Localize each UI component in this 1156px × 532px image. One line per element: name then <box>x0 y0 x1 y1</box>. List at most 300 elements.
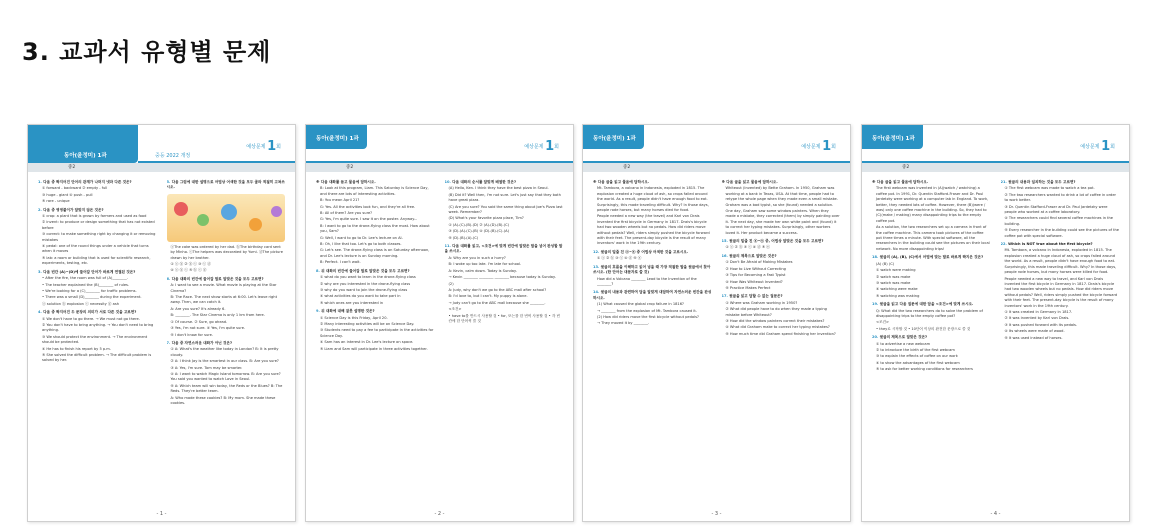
question-option <box>316 260 435 265</box>
question-option <box>1001 193 1120 204</box>
question-text: ※ 다음 글을 읽고 물음에 답하시오. <box>593 180 650 184</box>
question-option <box>445 193 564 204</box>
question-prompt <box>445 244 564 255</box>
question-text: ⑤ How much time did Graham spend finishing her invention? <box>725 331 836 336</box>
question-text: ④ The researchers could find several coffee machines in the building. <box>1004 216 1114 226</box>
question-option <box>167 396 286 407</box>
question-text: ② You don't have to bring anything. → You don't need to bring anything. <box>42 322 154 333</box>
question-text: (1) What caused the global crop failure in 1816? <box>597 302 684 307</box>
question-text: ③ watch was make <box>876 280 911 285</box>
question-prompt <box>1001 242 1120 247</box>
question-text: ③ Dr. Quentin Stafford-Fraser and Dr. Paul Jardetzky were people who worked at a coffee laboratory. <box>1004 204 1108 215</box>
question-text: ③ Tips for Becoming a Fast Typist <box>725 273 786 278</box>
header-divider <box>306 161 573 163</box>
question-option <box>593 321 712 326</box>
question-text: ② why are you interested in the drone-flying class <box>320 281 411 286</box>
question-option <box>38 289 157 294</box>
question-option <box>593 309 712 314</box>
question-text: ⑤ which ones are you interested in <box>320 300 384 305</box>
question-text: G: Yes. All the activities look fun, and they're all free. <box>320 204 416 209</box>
question-number: 14. <box>593 290 600 295</box>
question-option <box>38 220 157 231</box>
question-option <box>316 242 435 247</box>
question-text: 다음 중 짝지어진 두 문장의 의미가 서로 다른 것을 고르면? <box>43 310 137 315</box>
question-option <box>38 214 157 219</box>
question-text: ④ Its wheels were made of wood. <box>1004 329 1065 334</box>
question-prompt <box>38 310 157 315</box>
question-option <box>316 301 435 306</box>
question-text: (2) <box>448 281 454 286</box>
unit-tab: 동아(윤정미) 1과 <box>28 125 138 163</box>
question-prompt <box>38 270 157 275</box>
question-text: ② A: I think Jay is the smartest in our class. B: Are you sure? <box>170 359 279 364</box>
question-text: ① Don't Be Afraid of Making Mistakes <box>725 260 793 265</box>
question-option <box>316 347 435 352</box>
question-prompt <box>593 265 712 276</box>
right-column <box>722 177 841 505</box>
question-number: 18. <box>872 255 879 260</box>
question-number: 19. <box>872 302 879 307</box>
right-column <box>167 177 286 505</box>
question-number: 17. <box>721 294 728 299</box>
question-text: ③ A: Yes, I'm sure. Tom may be smarter. <box>170 365 243 370</box>
question-text: 다음 중 짝지어진 단어의 관계가 나머지 넷과 다른 것은? <box>43 180 132 184</box>
question-text: ⑤ to ask for better working conditions for researchers <box>876 367 973 372</box>
question-text: ⑤ I don't know for sure. <box>170 332 213 337</box>
question-text: ① It was created in Germany in 1817. <box>1004 309 1073 314</box>
question-text: People needed a new way (the travel) and Karl von Drais invented the first bicycle in Germany in 1817. Drais's bicycle had two wooden wheels but no pedals. How did riders move without pedals? Well, riders simply pushed the bicycle forward with their feet. The present-day bicycle is the result of many inventors' work in the 19th century. <box>597 214 710 246</box>
question-text: ※ 다음 대화를 듣고 물음에 답하시오. <box>316 180 376 184</box>
question-text: As a solution, the two researchers set up a camera in front of the coffee machine. This camera took pictures of the coffee pot three times a minute. With special software, all the researchers in the building could see the pictures on their local network. No more disappointing trips! <box>876 225 990 251</box>
question-option <box>316 217 435 222</box>
grade-bar: 중2 <box>306 163 573 172</box>
question-option <box>872 275 991 280</box>
question-text: 다음 빈칸 (A)~(D)에 들어갈 단어가 바르게 연결된 것은? <box>43 269 136 274</box>
question-text: B: All of them? Are you sure? <box>320 211 373 216</box>
question-option <box>445 205 564 216</box>
question-text: ⑤ Liam and Sam will participate in three activities together. <box>320 346 428 351</box>
question-text: ① forward - backward ② empty - full <box>42 186 108 191</box>
question-prompt <box>593 180 712 185</box>
question-prompt <box>593 290 712 301</box>
question-prompt <box>872 255 991 260</box>
question-option <box>872 287 991 292</box>
question-option <box>722 307 841 318</box>
grade-bar: 중2 <box>862 163 1129 172</box>
session-label: 예상문제 1회 <box>1080 139 1115 154</box>
question-option <box>872 268 991 273</box>
question-text: ② invent: to produce or design something that has not existed before <box>42 220 155 230</box>
question-option <box>38 323 157 334</box>
page-header <box>862 125 1129 163</box>
question-option <box>316 186 435 197</box>
question-prompt <box>593 250 712 255</box>
question-option <box>445 294 564 299</box>
question-option <box>38 295 157 300</box>
question-option <box>445 262 564 267</box>
question-columns <box>38 177 285 505</box>
question-option <box>316 224 435 235</box>
question-columns <box>872 177 1119 505</box>
question-text: ② The two researchers wanted to drink a lot of coffee in order to work better. <box>1004 192 1117 203</box>
question-text: ※ 다음 글을 읽고 물음에 답하시오. <box>721 180 778 184</box>
edition-label: 중등 2022 개정 <box>155 153 191 159</box>
question-option <box>872 281 991 286</box>
question-number: 1. <box>38 180 42 184</box>
question-number: 7. <box>166 340 171 345</box>
question-text: 윗글의 밑줄 친 ⓐ~ⓔ 중 어법상 어색한 것을 고르시오. <box>600 249 689 254</box>
question-option <box>38 186 157 191</box>
page-number: - 4 - <box>990 511 1001 517</box>
question-option <box>445 307 564 312</box>
question-prompt <box>722 180 841 185</box>
question-text: (D) What's your favorite pizza place, Tim? <box>448 216 524 221</box>
question-option <box>1001 323 1120 328</box>
question-option <box>722 260 841 265</box>
question-text: ② Many interesting activities will be on Science Day. <box>320 321 415 326</box>
worksheet-page-4[interactable] <box>861 124 1130 522</box>
question-option <box>872 342 991 347</box>
question-number: 20. <box>872 335 879 340</box>
question-text: ③ We should protect the environment. → The environment should be protected. <box>42 334 148 345</box>
question-option <box>722 267 841 272</box>
unit-tab: 동아(윤정미) 1과 <box>306 125 367 149</box>
question-option <box>1001 216 1120 227</box>
question-option <box>38 317 157 322</box>
worksheet-page-3[interactable] <box>582 124 851 522</box>
question-text: How did a Volcano ________ Lead to the Invention of the ________? <box>597 276 697 286</box>
question-option <box>316 316 435 321</box>
question-option <box>722 273 841 278</box>
page-header <box>306 125 573 163</box>
question-number: 16. <box>721 253 728 258</box>
right-column <box>445 177 564 505</box>
page-title: 3. 교과서 유형별 문제 <box>22 38 272 66</box>
question-text: G: Yes, I'm quite sure. I saw it on the poster. Anyway... <box>320 217 418 222</box>
question-option <box>167 268 286 273</box>
question-text: 다음 대화의 빈칸에 들어갈 말로 알맞은 것을 모두 고르면? <box>171 276 264 281</box>
question-option <box>167 245 286 261</box>
question-text: B: I'd love to, but I can't. My puppy is alone. <box>448 294 528 299</box>
question-option <box>38 335 157 346</box>
question-option <box>38 244 157 255</box>
question-text: Mt. Tambora, a volcano in Indonesia, exploded in 1815. The explosion created a huge cloud of ash, so crops failed around the world. As a result, people didn't have enough food to eat. Surprisingly, this made traveling difficult. Why? In those days, people rode horses, but many horses were killed for food. <box>1004 248 1117 275</box>
question-text: 다음 중 영영풀이가 알맞지 않은 것은? <box>43 207 104 212</box>
left-column <box>593 177 712 505</box>
question-number: 15. <box>721 239 728 244</box>
question-option <box>445 229 564 234</box>
question-text: • We're looking for a (C)________ for traffic problems. <box>42 288 137 293</box>
question-option <box>38 232 157 243</box>
question-text: ③ to explain the effects of coffee on our work <box>876 354 958 359</box>
question-option <box>316 282 435 287</box>
question-number: 22. <box>1000 242 1007 247</box>
question-option <box>316 340 435 345</box>
question-text: → Judy can't go to the ABC mall because she ________. <box>448 300 546 305</box>
worksheet-page-2[interactable] <box>305 124 574 522</box>
question-text: B: Perfect. I can't wait. <box>320 260 361 265</box>
question-prompt <box>722 239 841 244</box>
question-option <box>316 288 435 293</box>
question-text: ⑤ It was used instead of horses. <box>1004 335 1063 340</box>
header-divider <box>138 161 295 163</box>
question-text: ① Of course. ② Sure, go ahead. <box>170 319 228 324</box>
question-text: B: Oh, I like that too. Let's go to both classes. <box>320 242 402 247</box>
question-text: 다음 대화의 순서를 알맞게 배열한 것은? <box>452 180 517 184</box>
question-text: (A) Hello, Ken. I think they have the best pizza in Seoul. <box>448 186 549 191</box>
question-text: Mt. Tambora, a volcano in Indonesia, exploded in 1815. The explosion created a huge cloud of ash, so crops failed around the world. As a result, people didn't have enough food to eat. Surprisingly, this made traveling difficult. Why? In those days, people rode horses, but many horses died for food. <box>597 186 709 213</box>
worksheet-page-1[interactable] <box>27 124 296 522</box>
question-option <box>316 322 435 327</box>
question-option <box>722 245 841 250</box>
question-option <box>316 198 435 203</box>
question-text: ⑤ watching was making <box>876 293 920 298</box>
question-option <box>167 313 286 318</box>
question-text: ③ why do you want to join the drone-flying class <box>320 287 408 292</box>
question-option <box>722 319 841 324</box>
question-option <box>167 333 286 338</box>
question-option <box>872 262 991 267</box>
question-text: ④ He has to finish his report by 5 p.m. <box>42 346 111 351</box>
question-number: 2. <box>38 207 42 212</box>
question-option <box>167 283 286 294</box>
question-text: ⓐThe cake was ordered by her dad. ⓑThe birthday card sent by Minho. ⓒThe helpers was decorated by Yumi. ⓓThe picture drawn by her brother. <box>170 244 283 260</box>
question-text: → They moved it by ________. <box>597 321 650 326</box>
question-text: ① to advertise a new webcam <box>876 341 931 346</box>
question-text: • After the fire, the room was full of (A)________. <box>42 276 128 281</box>
page-number: - 3 - <box>711 511 722 517</box>
question-text: 윗글의 내용과 관련하여 답을 알맞게 대답하여 자연스러운 빈칸을 완성하시오. <box>593 290 712 300</box>
question-option <box>1001 277 1120 309</box>
question-option <box>167 347 286 358</box>
question-prompt <box>722 294 841 299</box>
page-number: - 1 - <box>156 511 167 517</box>
question-option <box>38 302 157 307</box>
question-option <box>872 354 991 359</box>
question-option <box>872 327 991 332</box>
question-option <box>1001 310 1120 315</box>
question-text: ④ Sam has an interest in Dr. Lee's lecture on space. <box>320 340 414 345</box>
question-text: ⑤ Practice Makes Perfect <box>725 285 771 290</box>
question-prompt <box>38 208 157 213</box>
question-text: ② What did people have to do when they made a typing mistake before Whiteout? <box>725 307 827 317</box>
question-number: 10. <box>444 180 451 184</box>
question-option <box>167 262 286 267</box>
question-option <box>722 280 841 285</box>
question-option <box>1001 186 1120 191</box>
question-text: ⑤ rare - unique <box>42 199 70 204</box>
question-text: 다음 대화를 읽고, <조건>에 맞게 빈칸에 알맞은 말을 넣어 완성할 말을 쓰시오. <box>444 244 563 254</box>
question-text: ④ pedal: one of the round things under a vehicle that turns when it moves <box>42 244 149 254</box>
question-option <box>1001 316 1120 321</box>
question-option <box>316 328 435 339</box>
question-text: (A) (B) (C) <box>876 261 895 266</box>
question-prompt <box>445 180 564 185</box>
question-option <box>316 211 435 216</box>
question-text: ③ Yes, I'm not sure. ④ Yes, I'm quite sure. <box>170 326 246 331</box>
question-option <box>872 309 991 320</box>
question-option <box>316 236 435 241</box>
question-text: Whiteout (Invented) by Bette Graham. In 1950, Graham was working at a bank in Texas, USA. At that time, people had to retype the whole page when they made even a small mistake. Graham was a bad typist, so she (found) needed a solution. <box>725 186 838 207</box>
question-option <box>445 186 564 191</box>
question-text: Q: What did the two researchers do to solve the problem of disappointing trips to the empty coffee pot? <box>876 308 983 318</box>
page-header <box>28 125 295 163</box>
question-option <box>872 186 991 224</box>
question-text: (2) How did riders move the first bicycle without pedals? <box>597 314 699 319</box>
question-number: 5. <box>166 180 171 184</box>
question-number: 4. <box>38 310 42 315</box>
question-text: ① (A)-(C)-(B)-(D) ② (A)-(D)-(B)-(C) <box>448 222 509 227</box>
question-number: 8. <box>316 268 320 273</box>
question-option <box>872 361 991 366</box>
question-text: ③ huge - giant ④ push - pull <box>42 192 93 197</box>
page-number: - 2 - <box>434 511 445 517</box>
question-text: ② to introduce the birth of the first webcam <box>876 347 955 352</box>
question-text: ② watch was make <box>876 274 911 279</box>
question-option <box>722 301 841 306</box>
question-prompt <box>722 254 841 259</box>
question-text: ⑤ She solved the difficult problem. → The difficult problem is solved by her. <box>42 352 152 363</box>
question-option <box>167 326 286 331</box>
question-option <box>445 269 564 274</box>
question-text: ① what do you want to learn in the drone-flying class <box>320 275 416 280</box>
question-number: 12. <box>593 249 600 254</box>
question-option <box>722 286 841 291</box>
question-text: • The teacher explained the (B)________ of rules. <box>42 282 130 287</box>
question-option <box>445 223 564 228</box>
question-text: ④ What did Graham make to correct her typing mistakes? <box>725 325 830 330</box>
question-text: ⑤ (D)-(B)-(A)-(C) <box>448 235 479 240</box>
question-text: ⑤ Every researcher in the building could see the pictures of the coffee pot with special software. <box>1004 228 1119 238</box>
question-prompt <box>316 309 435 314</box>
question-text: (C) Are you sure? You said the same thing about Joe's Pizza last week. Remember? <box>448 204 563 215</box>
question-option <box>316 248 435 259</box>
question-prompt <box>872 335 991 340</box>
question-text: 윗글을 읽고 다음 질문에 대한 답을 <조건>에 맞게 쓰시오. <box>879 302 974 307</box>
question-option <box>167 307 286 312</box>
question-number: 11. <box>444 244 451 249</box>
question-text: (B) Did it? Well then, I'm not sure. Let's just say that they both have great pizza. <box>448 192 561 203</box>
question-text: ④ watching were make <box>876 287 918 292</box>
question-option <box>722 332 841 337</box>
session-label: 예상문제 1회 <box>246 139 281 154</box>
question-text: B: You mean April 21? <box>320 198 360 203</box>
question-option <box>167 295 286 306</box>
question-text: B: ________. The Star Cinema is only 1 km from here. <box>170 313 265 318</box>
question-text: ① We don't have to go there. → We must not go there. <box>42 316 140 321</box>
question-text: 윗글의 흐름을 이해하고 읽어 넣을 때 가장 적절한 말을 윗글에서 찾아 쓰시오. (한 단어는 대문자로 쓸 것) <box>593 264 711 275</box>
question-prompt <box>167 341 286 346</box>
question-option <box>167 366 286 371</box>
question-prompt <box>872 180 991 185</box>
question-text: ① ⓐ ② ⓑ ③ ⓒ ④ ⓓ ⑤ ⓔ <box>597 256 642 261</box>
question-text: ② It was invented by Karl von Drais. <box>1004 316 1070 321</box>
question-text: G: Well, I want to go to Dr. Lee's lecture on AI. <box>320 235 403 240</box>
session-label: 예상문제 1회 <box>524 139 559 154</box>
question-option <box>1001 205 1120 216</box>
question-option <box>593 277 712 288</box>
question-text: ⑤ lab: a room or building that is used for scientific research, experiments, testing, etc. <box>42 255 151 266</box>
question-text: <조건> <box>876 320 889 325</box>
question-text: ※ 다음 글을 읽고 물음에 답하시오. <box>872 180 929 184</box>
question-option <box>38 199 157 204</box>
question-text: The first webcam was invented in (A)(watch / watching) a coffee pot. In 1991, Dr. Quentin Stafford-Fraser and Dr. Paul Jardetzky were working at a computer lab in England. To work, better, they needed lots of coffee. However, there (B)(were / was) only one coffee machine in the building. So, they had to (C)(make / making) many disappointing trips to the empty coffee pot. <box>876 186 989 223</box>
question-text: 윗글을 읽고 답할 수 없는 질문은? <box>729 294 783 299</box>
question-option <box>1001 336 1120 341</box>
question-text: → ________ from the explosion of Mt. Tambora caused it. <box>597 308 697 313</box>
question-option <box>38 256 157 267</box>
question-text: • There was a small (D)________ during the experiment. <box>42 295 142 300</box>
question-option <box>38 193 157 198</box>
question-option <box>167 384 286 395</box>
question-text: 윗글의 (A), (B), (C)에서 어법에 맞는 말로 바르게 짝지은 것은? <box>879 255 984 260</box>
question-text: A: Kevin, calm down. Today is Sunday. <box>448 268 517 273</box>
unit-tab: 동아(윤정미) 1과 <box>862 125 923 149</box>
question-text: 윗글의 내용과 일치하는 것을 모두 고르면? <box>1008 180 1076 184</box>
question-prompt <box>316 269 435 274</box>
question-text: B: I woke up too late. I'm late for school. <box>448 262 522 267</box>
question-text: ④ ⓐ ⓑ ⓒ ⑤ ⓑ ⓒ ⓓ <box>170 268 207 273</box>
question-option <box>316 294 435 299</box>
question-option <box>167 359 286 364</box>
question-text: G: Let's see. The drone-flying class is on Saturday afternoon, and Dr. Lee's lecture is on Sunday morning. <box>320 248 430 258</box>
question-option <box>38 283 157 288</box>
question-text: • have to를 반드시 사용할 것 • for, 또는를 한 번씩 사용할 것 • 각 빈칸에 한 단어씩 쓸 것 <box>448 313 560 323</box>
question-option <box>445 301 564 306</box>
question-text: ① Science Day is this Friday, April 20. <box>320 315 388 320</box>
question-text: → Kevin ________ ________ ________ because today is Sunday. <box>448 275 556 280</box>
question-text: ④ to show the advantages of the first webcam <box>876 360 960 365</box>
question-option <box>722 209 841 236</box>
question-columns <box>316 177 563 505</box>
question-option <box>445 282 564 287</box>
question-option <box>445 314 564 325</box>
question-text: One day, Graham saw some window painters. When they made a mistake, they corrected (them) by simply painting over it. The next day, she made her own white paint and (found) it to correct her typing mistakes. Surprisingly, other workers loved it. Her product became a success. <box>725 209 840 235</box>
question-text: B: Look at this program, Liam. This Saturday is Science Day, and there are lots of interesting activities. <box>320 186 429 196</box>
question-text: ③ (D)-(A)-(C)-(B) ④ (D)-(B)-(C)-(A) <box>448 229 509 234</box>
question-text: ① watch were making <box>876 268 916 273</box>
question-text: 다음 중 자연스러운 대화가 아닌 것은? <box>171 340 233 345</box>
question-text: ④ what activities do you want to take part in <box>320 294 401 299</box>
left-column <box>38 177 157 505</box>
question-text: ① The first webcam was made to watch a tea pot. <box>1004 186 1095 191</box>
question-prompt <box>1001 180 1120 185</box>
grade-bar: 중2 <box>28 163 295 172</box>
question-option <box>593 214 712 246</box>
question-text: ① ⓐ ② ⓑ ③ ⓒ ④ ⓓ ⑤ ⓔ <box>725 245 770 250</box>
question-option <box>593 315 712 320</box>
question-option <box>445 288 564 293</box>
question-text: ④ A: I want to watch Magic Island tomorrow. B: Are you sure? You said you wanted to watch Love in Seoul. <box>170 371 281 382</box>
question-option <box>722 186 841 208</box>
question-prompt <box>872 302 991 307</box>
question-text: ③ How did the window painters correct their mistakes? <box>725 318 825 323</box>
question-option <box>872 294 991 299</box>
question-option <box>1001 329 1120 334</box>
question-text: 다음 그림에 대한 설명으로 어법상 어색한 것을 모두 골라 적절히 고쳐쓰시오. <box>166 180 285 190</box>
question-option <box>167 372 286 383</box>
question-text: 윗글의 제목으로 알맞은 것은? <box>879 335 928 340</box>
question-option <box>38 347 157 352</box>
question-option <box>872 225 991 252</box>
question-option <box>722 325 841 330</box>
question-number: 9. <box>316 309 320 314</box>
header-divider <box>583 161 850 163</box>
question-option <box>872 348 991 353</box>
question-prompt <box>316 180 435 185</box>
right-column <box>1001 177 1120 505</box>
question-option <box>1001 248 1120 275</box>
